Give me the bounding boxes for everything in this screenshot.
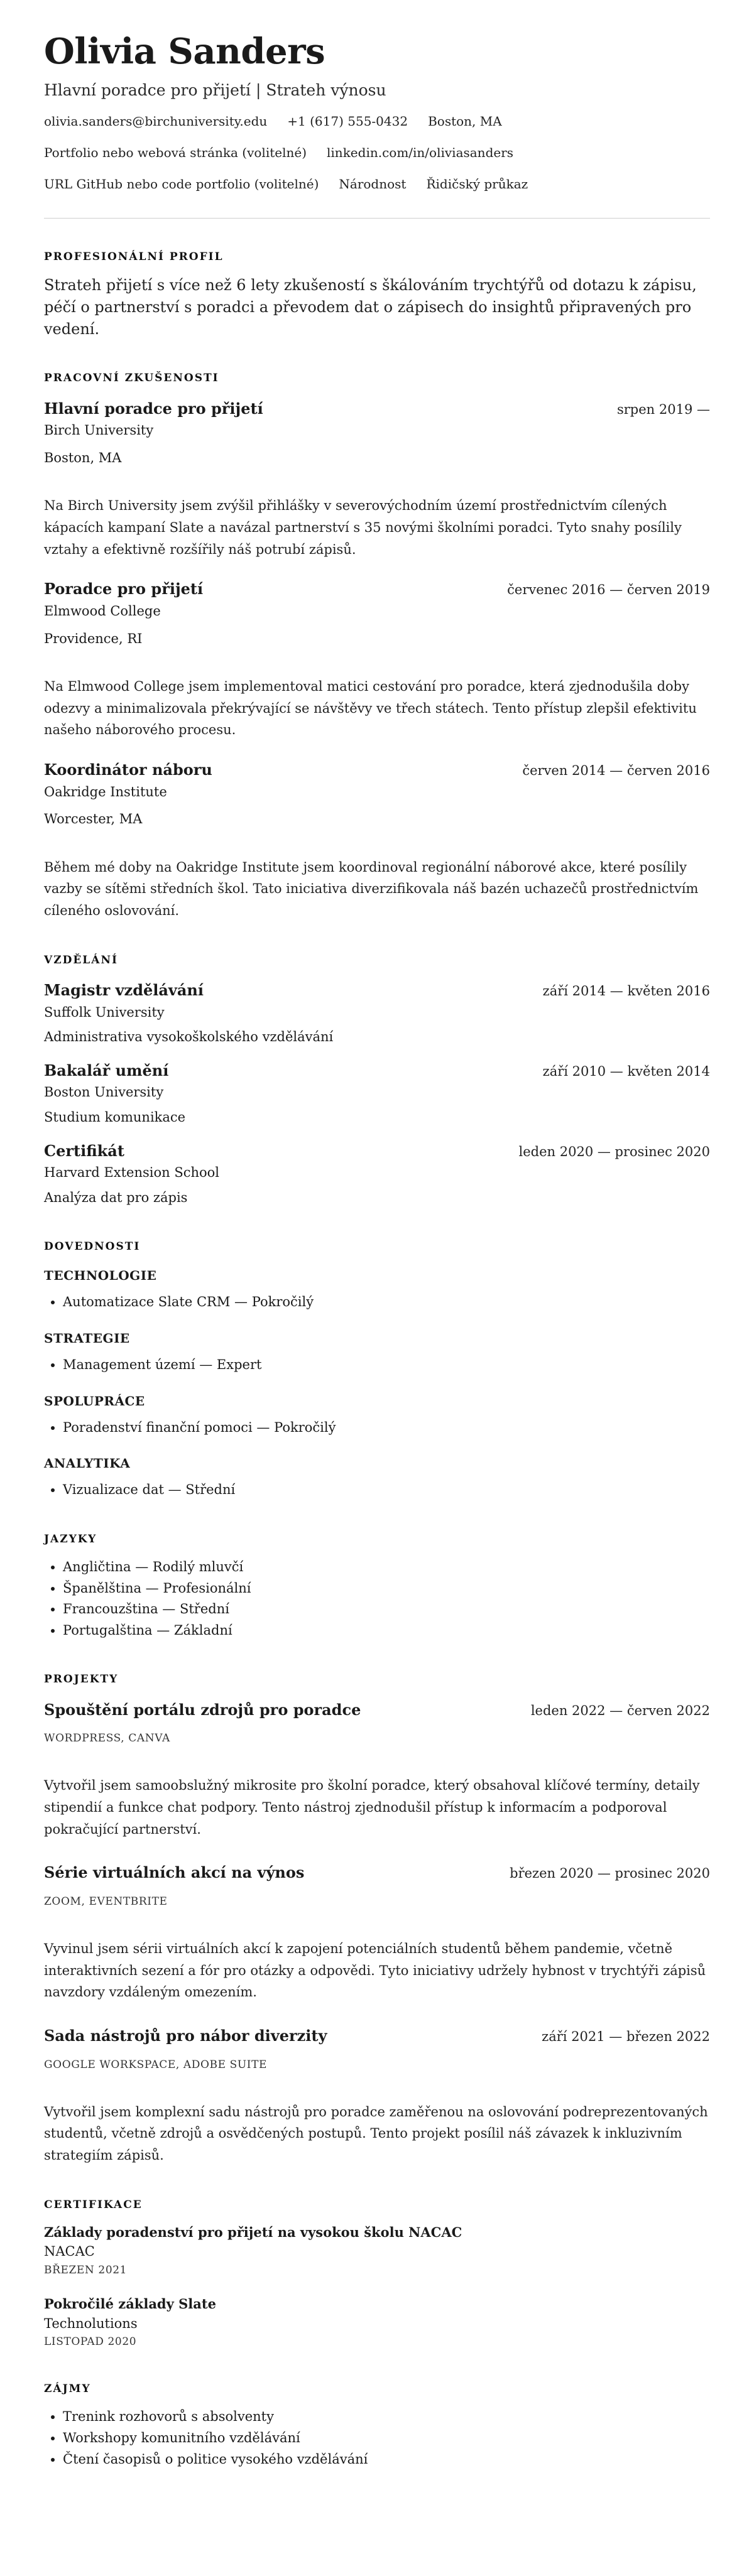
certification-name: Základy poradenství pro přijetí na vysokou školu NACAC	[44, 2224, 462, 2240]
job-title: Hlavní poradce pro přijetí	[44, 399, 263, 418]
field-of-study: Administrativa vysokoškolského vzdělávání	[44, 1029, 334, 1045]
education-date: leden 2020 — prosinec 2020	[518, 1144, 710, 1159]
degree-title: Bakalář umění	[44, 1061, 169, 1080]
skill-item: • Poradenství finanční pomoci — Pokročilý	[63, 1417, 710, 1439]
skill-item: • Management území — Expert	[63, 1355, 710, 1376]
school-name: Suffolk University	[44, 1004, 165, 1020]
skill-category: STRATEGIE	[44, 1331, 130, 1346]
skill-list	[44, 1355, 710, 1376]
candidate-headline: Hlavní poradce pro přijetí | Strateh výnosu	[44, 81, 386, 100]
project-description: Vyvinul jsem sérii virtuálních akcí k zapojení potenciálních studentů během pandemie, včetně interaktivních sezení a fór pro otázky a odpovědi. Tyto iniciativy udržely hybnost v trychtýři zápisů navzdory vzdáleným omezením.	[44, 1941, 706, 2000]
language-list	[44, 1557, 710, 1641]
job-title: Poradce pro přijetí	[44, 580, 204, 598]
project-description: Vytvořil jsem samoobslužný mikrosite pro školní poradce, který obsahoval klíčové termíny, detaily stipendií a funkce chat podpory. Tento nástroj zjednodušil přístup k informacím a podporoval pokračující partnerství.	[44, 1778, 700, 1837]
skill-category: SPOLUPRÁCE	[44, 1393, 145, 1409]
interest-item: • Trenink rozhovorů s absolventy	[63, 2406, 710, 2428]
certification-date: BŘEZEN 2021	[44, 2263, 128, 2276]
education-entry	[44, 1141, 710, 1209]
nationality-field: Národnost	[339, 176, 407, 192]
contact-row-links	[44, 143, 710, 163]
certification-issuer: NACAC	[44, 2244, 95, 2259]
project-entry	[44, 2026, 710, 2167]
skills-section	[44, 1238, 710, 1501]
project-entry	[44, 1700, 710, 1841]
project-tech: ZOOM, EVENTBRITE	[44, 1895, 168, 1908]
certifications-section	[44, 2197, 710, 2351]
job-description: Na Birch University jsem zvýšil přihlášky v severovýchodním území prostřednictvím cílených kápacích kampaní Slate a navázal partnerství s 35 novými školními poradci. Tyto snahy posílily vztahy a efektivně rozšířily náš potrubí zápisů.	[44, 498, 682, 557]
language-item: • Španělština — Profesionální	[63, 1578, 710, 1599]
section-title: CERTIFIKACE	[44, 2198, 143, 2211]
section-title: VZDĚLÁNÍ	[44, 953, 118, 966]
interest-item: • Čtení časopisů o politice vysokého vzdělávání	[63, 2449, 710, 2470]
job-location: Worcester, MA	[44, 811, 143, 827]
skill-item: • Automatizace Slate CRM — Pokročilý	[63, 1292, 710, 1313]
contact-email[interactable]: olivia.sanders@birchuniversity.edu	[44, 113, 268, 129]
skill-item: • Vizualizace dat — Střední	[63, 1480, 710, 1501]
project-description: Vytvořil jsem komplexní sadu nástrojů pro poradce zaměřenou na oslovování podreprezentovaných studentů, včetně zdrojů a osvědčených postupů. Tento projekt posílil náš závazek k inkluzivním strategiím zápisů.	[44, 2104, 708, 2163]
job-description: Na Elmwood College jsem implementoval matici cestování pro poradce, která zjednodušila doby odezvy a minimalizovala překrývající se návštěvy ve třech státech. Tento přístup zlepšil efektivitu našeho náborového procesu.	[44, 679, 697, 738]
profile-summary: Strateh přijetí s více než 6 lety zkušeností s škálováním trychtýřů od dotazu k zápisu, péčí o partnerství s poradci a převodem dat o zápisech do insightů připravených pro vedení.	[44, 276, 697, 338]
certification-entry	[44, 2294, 710, 2351]
profile-section	[44, 249, 710, 340]
project-tech: WORDPRESS, CANVA	[44, 1732, 170, 1745]
skill-category: TECHNOLOGIE	[44, 1268, 157, 1284]
job-date: červen 2014 — červen 2016	[522, 763, 710, 779]
skill-category: ANALYTIKA	[44, 1456, 131, 1471]
education-date: září 2010 — květen 2014	[542, 1063, 710, 1079]
field-of-study: Analýza dat pro zápis	[44, 1189, 188, 1205]
certification-name: Pokročilé základy Slate	[44, 2296, 216, 2312]
education-section	[44, 952, 710, 1209]
certification-date: LISTOPAD 2020	[44, 2335, 137, 2349]
language-item: • Portugalština — Základní	[63, 1620, 710, 1642]
section-title: DOVEDNOSTI	[44, 1240, 141, 1253]
section-title: ZÁJMY	[44, 2383, 91, 2396]
certification-entry	[44, 2222, 710, 2279]
contact-location: Boston, MA	[428, 113, 502, 129]
contact-phone[interactable]: +1 (617) 555-0432	[287, 113, 408, 129]
github-link[interactable]: URL GitHub nebo code portfolio (volitelné)	[44, 176, 319, 192]
language-item: • Francouzština — Střední	[63, 1599, 710, 1620]
employer: Birch University	[44, 423, 154, 438]
project-entry	[44, 1863, 710, 2003]
experience-entry	[44, 579, 710, 741]
field-of-study: Studium komunikace	[44, 1109, 186, 1125]
education-entry	[44, 1061, 710, 1128]
education-date: září 2014 — květen 2016	[542, 983, 710, 998]
contact-row	[44, 111, 710, 131]
degree-title: Certifikát	[44, 1141, 124, 1160]
project-date: září 2021 — březen 2022	[542, 2029, 710, 2045]
project-title: Série virtuálních akcí na výnos	[44, 1863, 305, 1882]
job-location: Boston, MA	[44, 450, 122, 465]
experience-entry	[44, 399, 710, 561]
header-divider	[44, 218, 710, 219]
job-date: červenec 2016 — červen 2019	[507, 582, 710, 598]
school-name: Boston University	[44, 1085, 164, 1100]
education-entry	[44, 980, 710, 1048]
candidate-name: Olivia Sanders	[44, 31, 325, 72]
contact-row-extra	[44, 174, 710, 194]
resume-header	[44, 31, 710, 194]
interests-section	[44, 2381, 710, 2470]
experience-entry	[44, 760, 710, 922]
project-title: Spouštění portálu zdrojů pro poradce	[44, 1700, 361, 1719]
languages-section	[44, 1531, 710, 1642]
skill-list	[44, 1292, 710, 1313]
project-title: Sada nástrojů pro nábor diverzity	[44, 2027, 327, 2045]
projects-section	[44, 1671, 710, 2166]
experience-section	[44, 370, 710, 921]
section-title: PROJEKTY	[44, 1673, 119, 1686]
school-name: Harvard Extension School	[44, 1165, 219, 1181]
job-description: Během mé doby na Oakridge Institute jsem koordinoval regionální náborové akce, které posílily vazby se sítěmi středních škol. Tato iniciativa diverzifikovala náš bazén uchazečů prostřednictvím cíleného oslovování.	[44, 859, 699, 919]
skill-list	[44, 1480, 710, 1501]
interest-list	[44, 2406, 710, 2470]
language-item: • Angličtina — Rodilý mluvčí	[63, 1557, 710, 1578]
certification-issuer: Technolutions	[44, 2315, 138, 2331]
driving-license-field: Řidičský průkaz	[426, 176, 528, 192]
section-title: PRACOVNÍ ZKUŠENOSTI	[44, 372, 219, 385]
job-location: Providence, RI	[44, 630, 143, 646]
degree-title: Magistr vzdělávání	[44, 980, 204, 999]
linkedin-link[interactable]: linkedin.com/in/oliviasanders	[327, 144, 514, 160]
job-date: srpen 2019 —	[616, 401, 710, 417]
project-date: březen 2020 — prosinec 2020	[510, 1866, 710, 1881]
skill-list	[44, 1417, 710, 1439]
employer: Oakridge Institute	[44, 784, 167, 799]
portfolio-link[interactable]: Portfolio nebo webová stránka (volitelné)	[44, 144, 307, 160]
employer: Elmwood College	[44, 603, 161, 619]
job-title: Koordinátor náboru	[44, 760, 212, 779]
project-tech: GOOGLE WORKSPACE, ADOBE SUITE	[44, 2058, 268, 2071]
interest-item: • Workshopy komunitního vzdělávání	[63, 2428, 710, 2449]
project-date: leden 2022 — červen 2022	[530, 1702, 710, 1718]
section-title: PROFESIONÁLNÍ PROFIL	[44, 250, 224, 263]
section-title: JAZYKY	[44, 1532, 97, 1545]
